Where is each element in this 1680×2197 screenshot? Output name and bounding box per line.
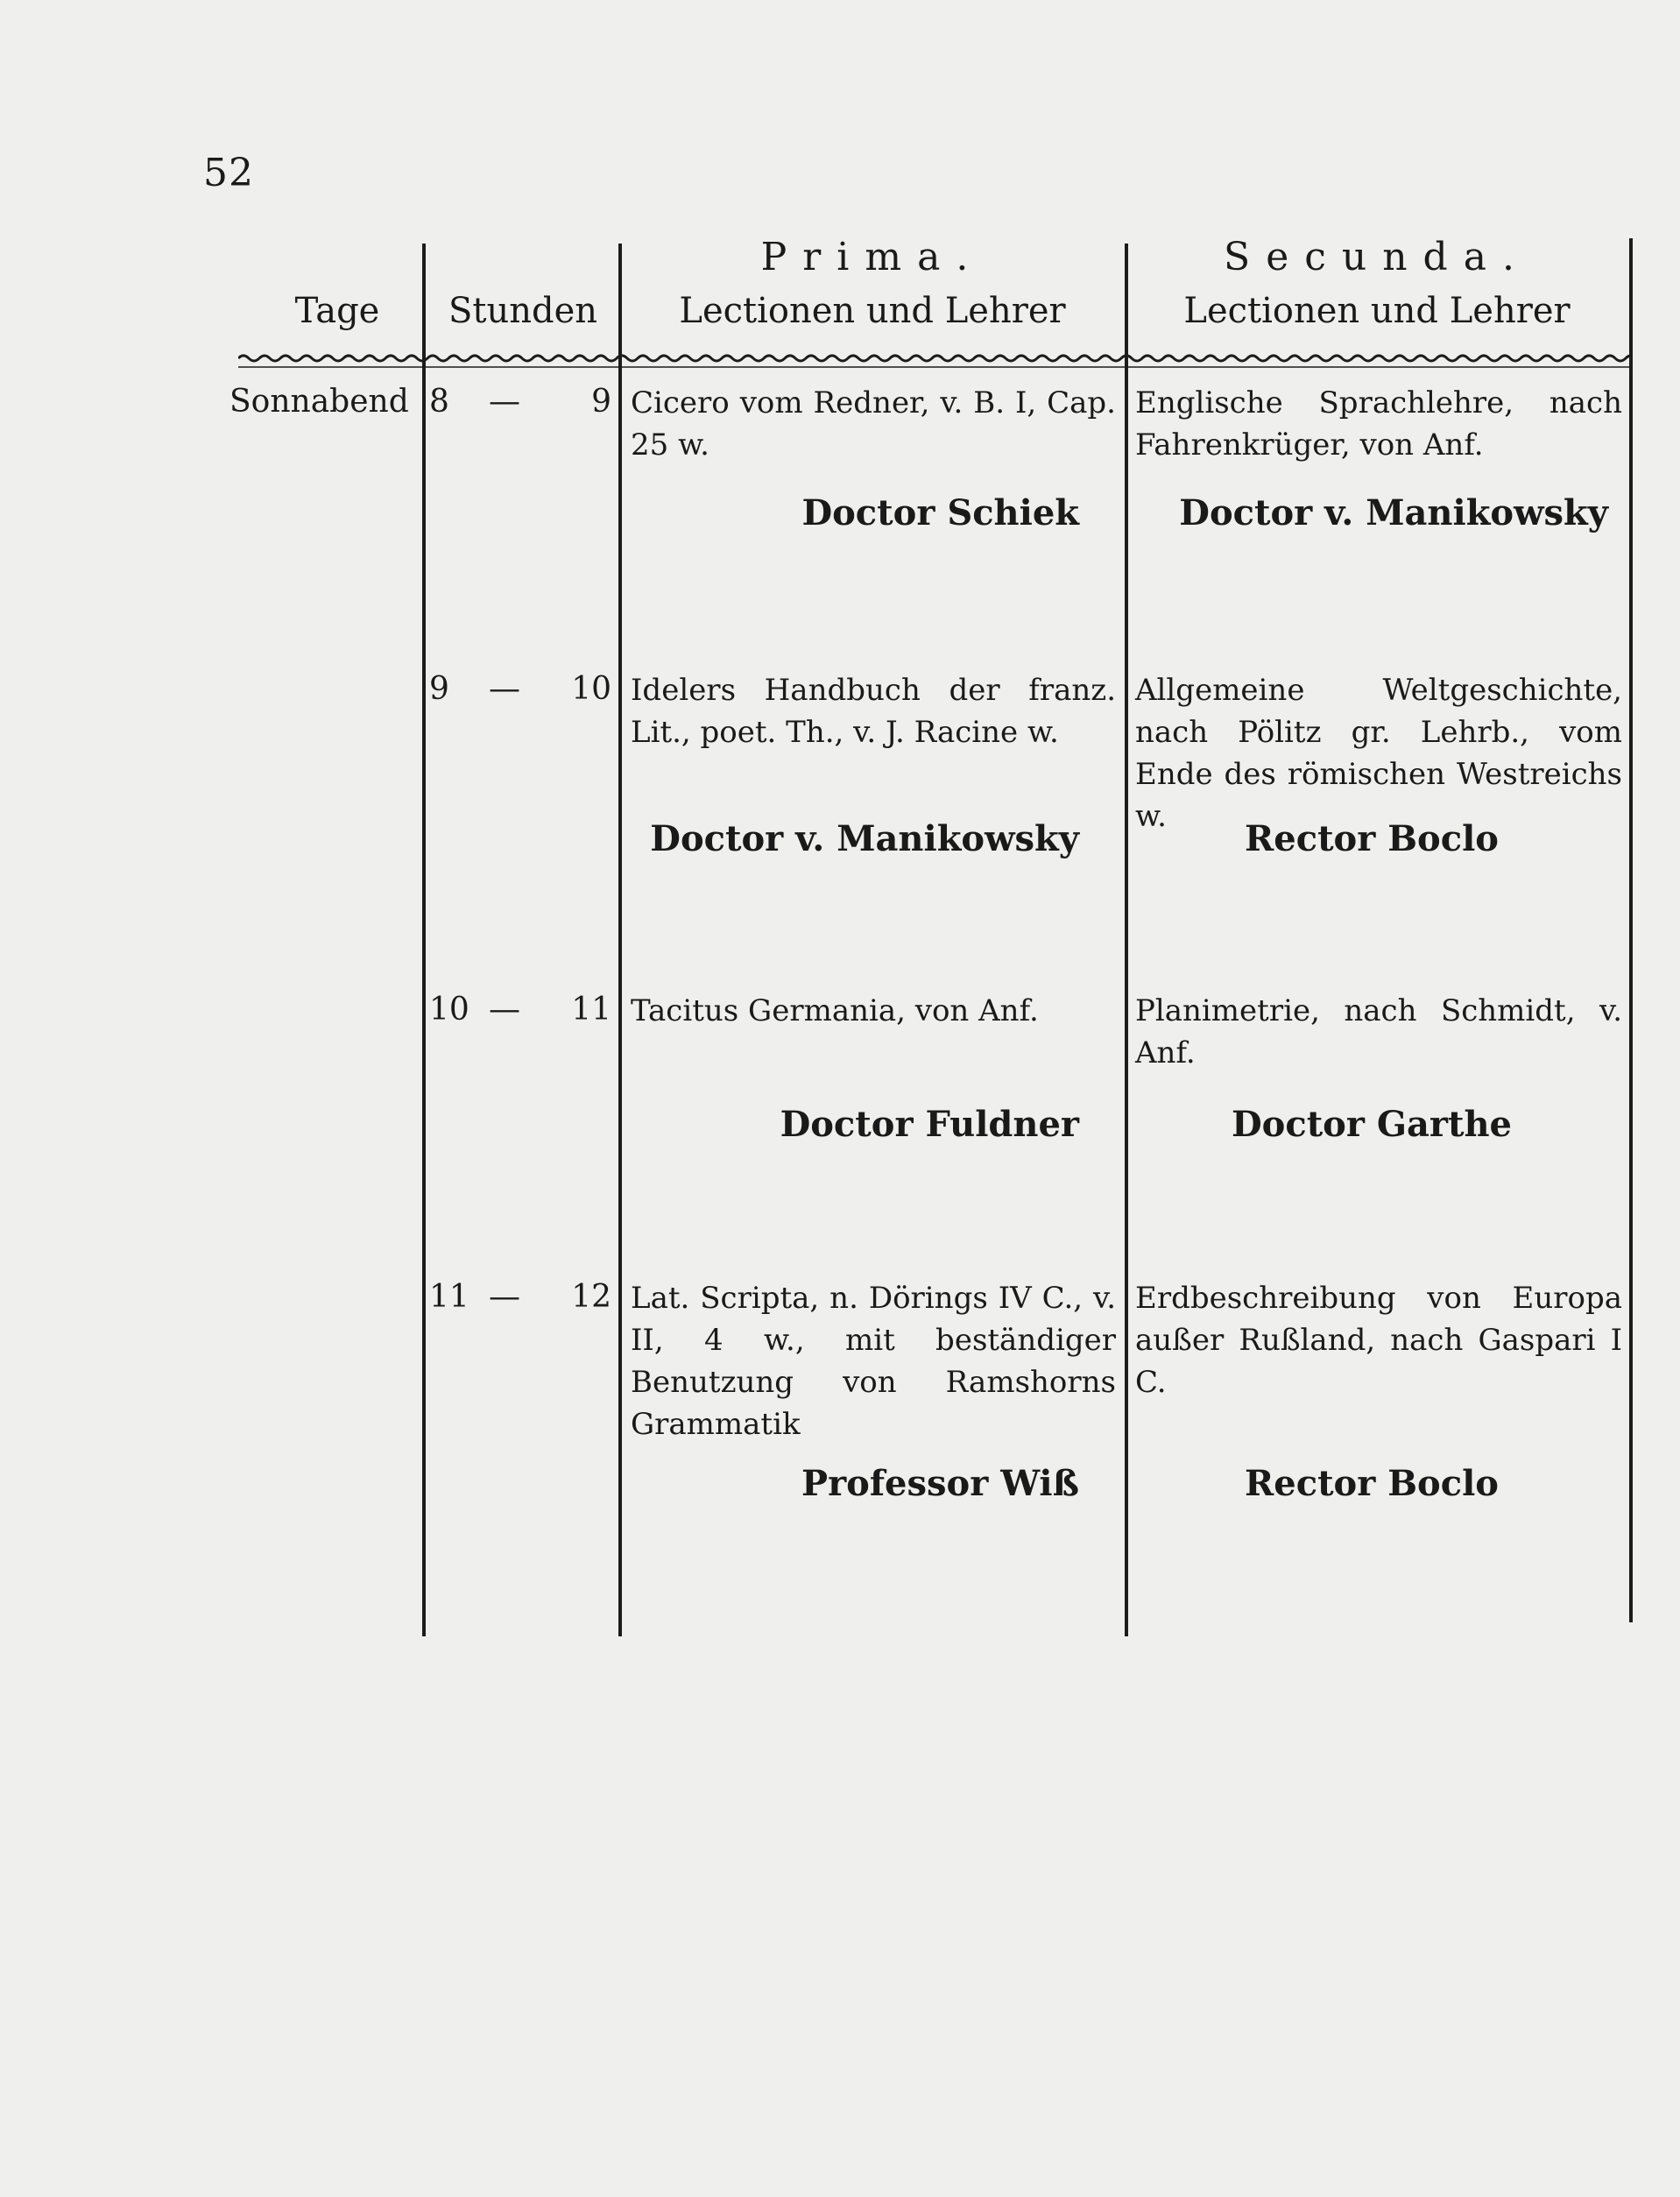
column-divider-tage: [422, 244, 426, 1636]
secunda-lesson: Englische Sprachlehre, nach Fahrenkrüger, von Anf.: [1135, 385, 1622, 463]
header-prima-title: Prima.: [760, 235, 985, 279]
column-divider-stunden: [618, 244, 622, 1636]
hour-to: 9: [591, 384, 611, 420]
secunda-lesson: Planimetrie, nach Schmidt, v. Anf.: [1135, 993, 1622, 1070]
hour-from: 9: [429, 671, 449, 707]
prima-lesson: Idelers Handbuch der franz. Lit., poet. Th., v. J. Racine w.: [631, 673, 1116, 750]
secunda-teacher: Rector Boclo: [1245, 1463, 1499, 1504]
day-label: Sonnabend: [229, 384, 409, 420]
secunda-lesson: Erdbeschreibung von Europa außer Rußland, nach Gaspari I C.: [1135, 1281, 1622, 1400]
header-secunda-title: Secunda.: [1224, 235, 1530, 279]
secunda-teacher: Doctor Garthe: [1231, 1104, 1513, 1145]
secunda-teacher: Rector Boclo: [1245, 818, 1499, 859]
hour-dash: —: [489, 384, 520, 420]
column-divider-prima: [1125, 244, 1128, 1636]
prima-lesson: Tacitus Germania, von Anf.: [631, 993, 1039, 1028]
hour-from: 10: [429, 992, 469, 1028]
header-tage: Tage: [294, 291, 380, 331]
secunda-lesson: Allgemeine Weltgeschichte, nach Pölitz gr. Lehrb., vom Ende des römischen Westreichs w.: [1135, 673, 1622, 834]
secunda-teacher: Doctor v. Manikowsky: [1179, 492, 1608, 533]
table-right-border: [1629, 238, 1633, 1622]
prima-lesson: Lat. Scripta, n. Dörings IV C., v. II, 4 w., mit beständiger Benutzung von Ramshorns Grammatik: [631, 1281, 1116, 1442]
header-secunda-subtitle: Lectionen und Lehrer: [1183, 291, 1571, 331]
prima-lesson: Cicero vom Redner, v. B. I, Cap. 25 w.: [631, 385, 1116, 463]
prima-teacher: Doctor v. Manikowsky: [650, 818, 1079, 859]
hour-dash: —: [489, 992, 520, 1028]
header-prima-subtitle: Lectionen und Lehrer: [679, 291, 1066, 331]
hour-from: 11: [429, 1279, 469, 1315]
prima-teacher: Doctor Schiek: [801, 492, 1079, 533]
hour-from: 8: [429, 384, 449, 420]
header-stunden: Stunden: [448, 291, 598, 331]
header-wavy-rule: [238, 350, 1633, 370]
hour-dash: —: [489, 671, 520, 707]
prima-teacher: Doctor Fuldner: [780, 1104, 1079, 1145]
hour-dash: —: [489, 1279, 520, 1315]
page-number: 52: [203, 151, 254, 195]
hour-to: 12: [571, 1279, 611, 1315]
hour-to: 10: [571, 671, 611, 707]
hour-to: 11: [571, 992, 611, 1028]
prima-teacher: Professor Wiß: [801, 1463, 1079, 1504]
